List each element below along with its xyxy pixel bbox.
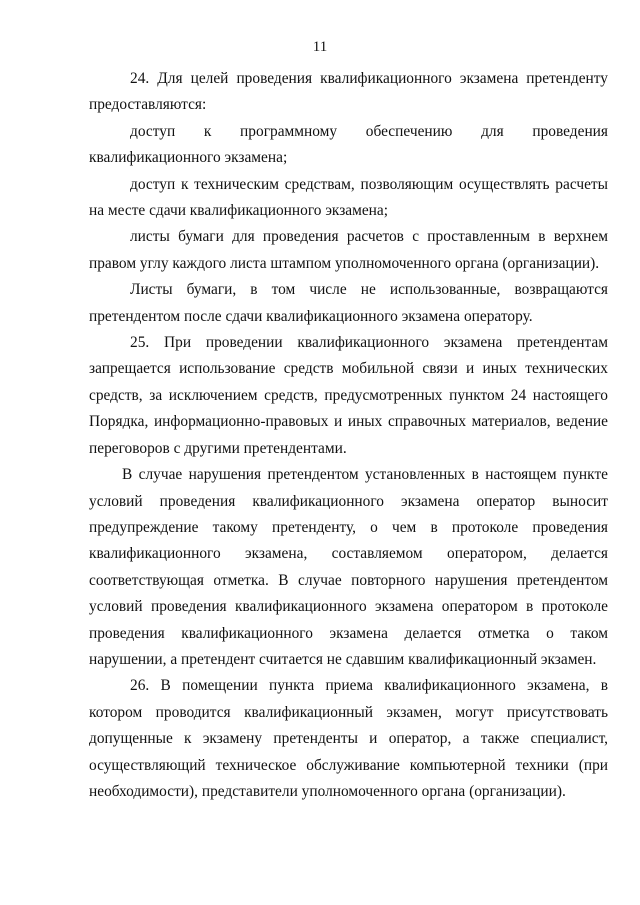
paragraph-25: 25. При проведении квалификационного экзамена претендентам запрещается использование средств мобильной связи и иных технических средств, за исключением средств, предусмотренных пунктом 24 настоящего Порядка, информационно-правовых и иных справочных материалов, ведение переговоров с другими претендентами. [89, 334, 608, 457]
paragraph-24-item-paper: листы бумаги для проведения расчетов с проставленным в верхнем правом углу каждого листа штампом уполномоченного органа (организации). [89, 228, 608, 272]
paragraph-24-intro: 24. Для целей проведения квалификационного экзамена претенденту предоставляются: [89, 70, 608, 114]
document-body [89, 66, 608, 805]
page-number: 11 [312, 39, 328, 55]
paragraph-24-item-hardware: доступ к техническим средствам, позволяющим осуществлять расчеты на месте сдачи квалификационного экзамена; [89, 175, 608, 220]
paragraph-24-paper-return: Листы бумаги, в том числе не использованные, возвращаются претендентом после сдачи квалификационного экзамена оператору. [89, 281, 608, 325]
paragraph-25-violation: В случае нарушения претендентом установленных в настоящем пункте условий проведения квалификационного экзамена оператор выносит предупреждение такому претенденту, о чем в протоколе проведения квалификационного экзамена, составляемом оператором, делается соответствующая отметка. В случае повторного нарушения претендентом условий проведения квалификационного экзамена оператором в протоколе проведения квалификационного экзамена делается отметка о таком нарушении, а претендент считается не сдавшим квалификационный экзамен. [89, 466, 608, 668]
paragraph-24-item-software: доступ к программному обеспечению для проведения квалификационного экзамена; [89, 122, 608, 167]
paragraph-26: 26. В помещении пункта приема квалификационного экзамена, в котором проводится квалификационный экзамен, могут присутствовать допущенные к экзамену претенденты и оператор, а также специалист, осуществляющий техническое обслуживание компьютерной техники (при необходимости), представители уполномоченного органа (организации). [89, 677, 608, 800]
